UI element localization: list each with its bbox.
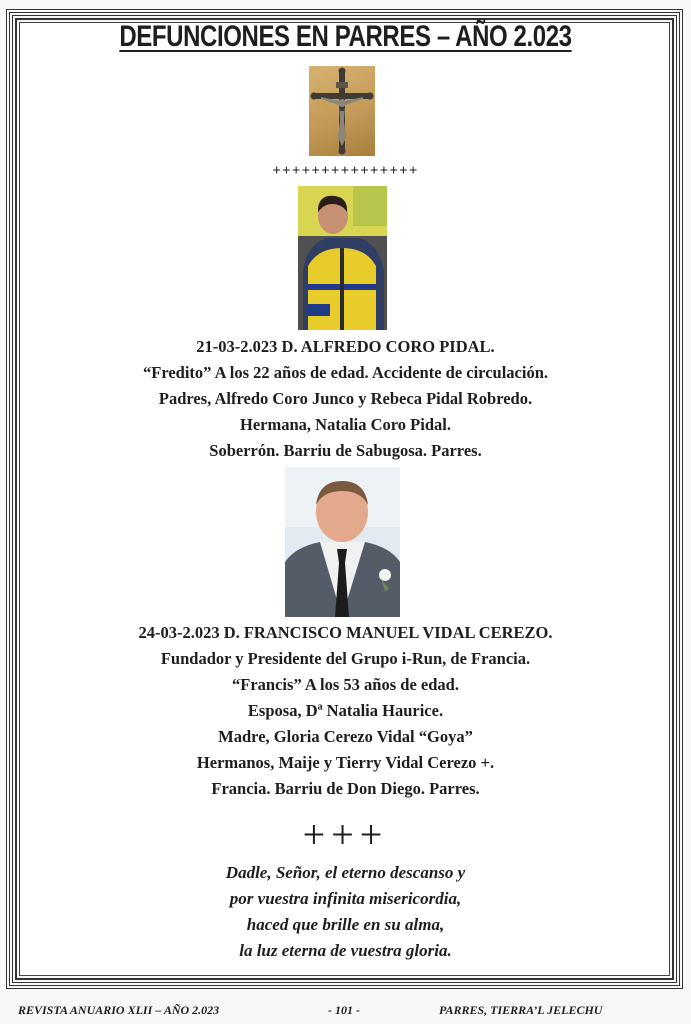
obituary-line: 24-03-2.023 D. FRANCISCO MANUEL VIDAL CEREZO. xyxy=(138,623,553,642)
prayer-line: la luz eterna de vuestra gloria. xyxy=(239,941,452,960)
obituary-line: Esposa, Dª Natalia Haurice. xyxy=(247,701,444,720)
portrait-photo-francisco xyxy=(285,467,400,617)
page-title: DEFUNCIONES EN PARRES – AÑO 2.023 xyxy=(119,20,572,53)
separator-plus-row: +++++++++++++++ xyxy=(272,163,419,179)
obituary-line: Francia. Barriu de Don Diego. Parres. xyxy=(211,779,480,798)
portrait-photo-alfredo xyxy=(298,186,387,330)
obituary-line: 21-03-2.023 D. ALFREDO CORO PIDAL. xyxy=(196,337,495,356)
obituary-line: Fundador y Presidente del Grupo i-Run, de Francia. xyxy=(160,649,531,668)
crucifix-icon xyxy=(309,66,375,156)
obituary-line: Madre, Gloria Cerezo Vidal “Goya” xyxy=(218,727,473,746)
obituary-francisco xyxy=(0,620,691,802)
three-crosses: +++ xyxy=(302,812,389,857)
prayer-line: Dadle, Señor, el eterno descanso y xyxy=(225,863,466,882)
footer-magazine-name: PARRES, TIERRA’L JELECHU xyxy=(439,1003,603,1017)
footer-page-number: - 101 - xyxy=(328,1003,360,1017)
obituary-line: Hermana, Natalia Coro Pidal. xyxy=(240,415,451,434)
obituary-line: Padres, Alfredo Coro Junco y Rebeca Pidal Robredo. xyxy=(158,389,533,408)
prayer-line: haced que brille en su alma, xyxy=(246,915,445,934)
footer-publication: REVISTA ANUARIO XLII – AÑO 2.023 xyxy=(18,1003,220,1017)
obituary-line: “Francis” A los 53 años de edad. xyxy=(232,675,459,694)
obituary-line: Soberrón. Barriu de Sabugosa. Parres. xyxy=(209,441,482,460)
obituary-line: “Fredito” A los 22 años de edad. Accidente de circulación. xyxy=(142,363,548,382)
prayer-verse xyxy=(0,860,691,964)
obituary-alfredo xyxy=(0,334,691,464)
prayer-line: por vuestra infinita misericordia, xyxy=(229,889,462,908)
obituary-line: Hermanos, Maije y Tierry Vidal Cerezo +. xyxy=(196,753,495,772)
